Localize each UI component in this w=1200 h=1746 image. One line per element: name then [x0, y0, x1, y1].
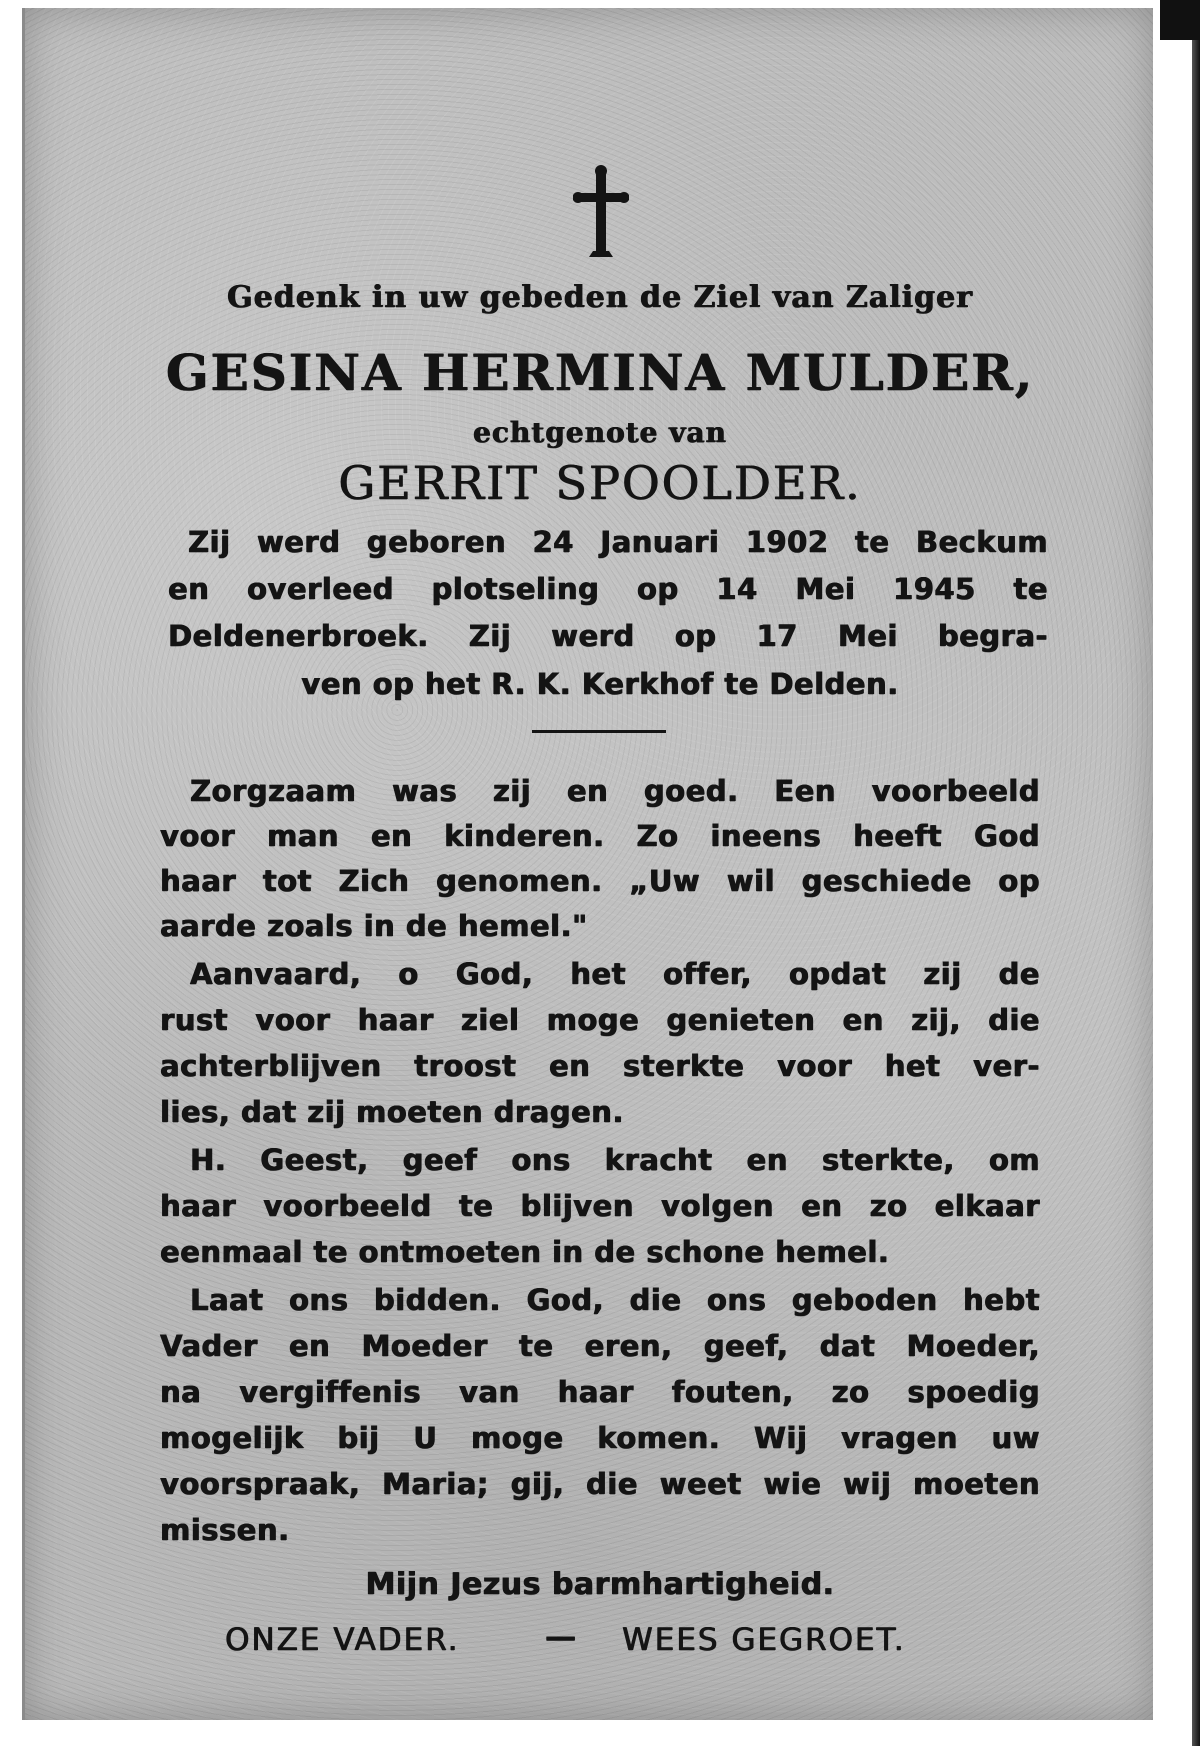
header-line: Gedenk in uw gebeden de Ziel van Zaliger — [227, 280, 973, 315]
prayer-onze-vader: ONZE VADER. — [225, 1622, 460, 1658]
scan-corner — [1160, 0, 1200, 40]
scan-edge — [1192, 0, 1200, 1746]
paragraph-line: Vader en Moeder te eren, geef, dat Moeder, — [160, 1329, 1040, 1363]
paragraph-line: aarde zoals in de hemel." — [160, 909, 588, 943]
section-divider — [532, 730, 666, 733]
deceased-name: GESINA HERMINA MULDER, — [165, 343, 1035, 402]
paragraph-line: Aanvaard, o God, het offer, opdat zij de — [190, 957, 1040, 991]
prayer-separator: — — [545, 1619, 576, 1655]
paragraph-line: Laat ons bidden. God, die ons geboden hebt — [190, 1283, 1040, 1317]
paragraph-line: lies, dat zij moeten dragen. — [160, 1095, 624, 1129]
paragraph-line: eenmaal te ontmoeten in de schone hemel. — [160, 1235, 890, 1269]
paragraph-line: mogelijk bij U moge komen. Wij vragen uw — [160, 1421, 1040, 1455]
paragraph-line: missen. — [160, 1513, 290, 1547]
bio-line: Deldenerbroek. Zij werd op 17 Mei begra- — [168, 619, 1048, 653]
paragraph-line: haar voorbeeld te blijven volgen en zo elkaar — [160, 1189, 1040, 1223]
bio-line: en overleed plotseling op 14 Mei 1945 te — [168, 572, 1048, 606]
bio-line: Zij werd geboren 24 Januari 1902 te Beckum — [188, 525, 1048, 559]
paragraph-line: rust voor haar ziel moge genieten en zij, die — [160, 1003, 1040, 1037]
paragraph-line: haar tot Zich genomen. „Uw wil geschiede op — [160, 864, 1040, 898]
prayer-wees-gegroet: WEES GEGROET. — [622, 1622, 906, 1658]
paragraph-line: H. Geest, geef ons kracht en sterkte, om — [190, 1143, 1040, 1177]
spouse-name: GERRIT SPOOLDER. — [338, 456, 862, 510]
paragraph-line: achterblijven troost en sterkte voor het ver- — [160, 1049, 1040, 1083]
paragraph-line: na vergiffenis van haar fouten, zo spoedig — [160, 1375, 1040, 1409]
latin-cross-icon — [573, 165, 629, 257]
paragraph-line: Zorgzaam was zij en goed. Een voorbeeld — [190, 774, 1040, 808]
spouse-intro: echtgenote van — [473, 416, 727, 449]
paragraph-line: voor man en kinderen. Zo ineens heeft God — [160, 819, 1040, 853]
bio-line: ven op het R. K. Kerkhof te Delden. — [301, 667, 899, 701]
paragraph-line: voorspraak, Maria; gij, die weet wie wij moeten — [160, 1467, 1040, 1501]
closing-line: Mijn Jezus barmhartigheid. — [365, 1567, 835, 1602]
